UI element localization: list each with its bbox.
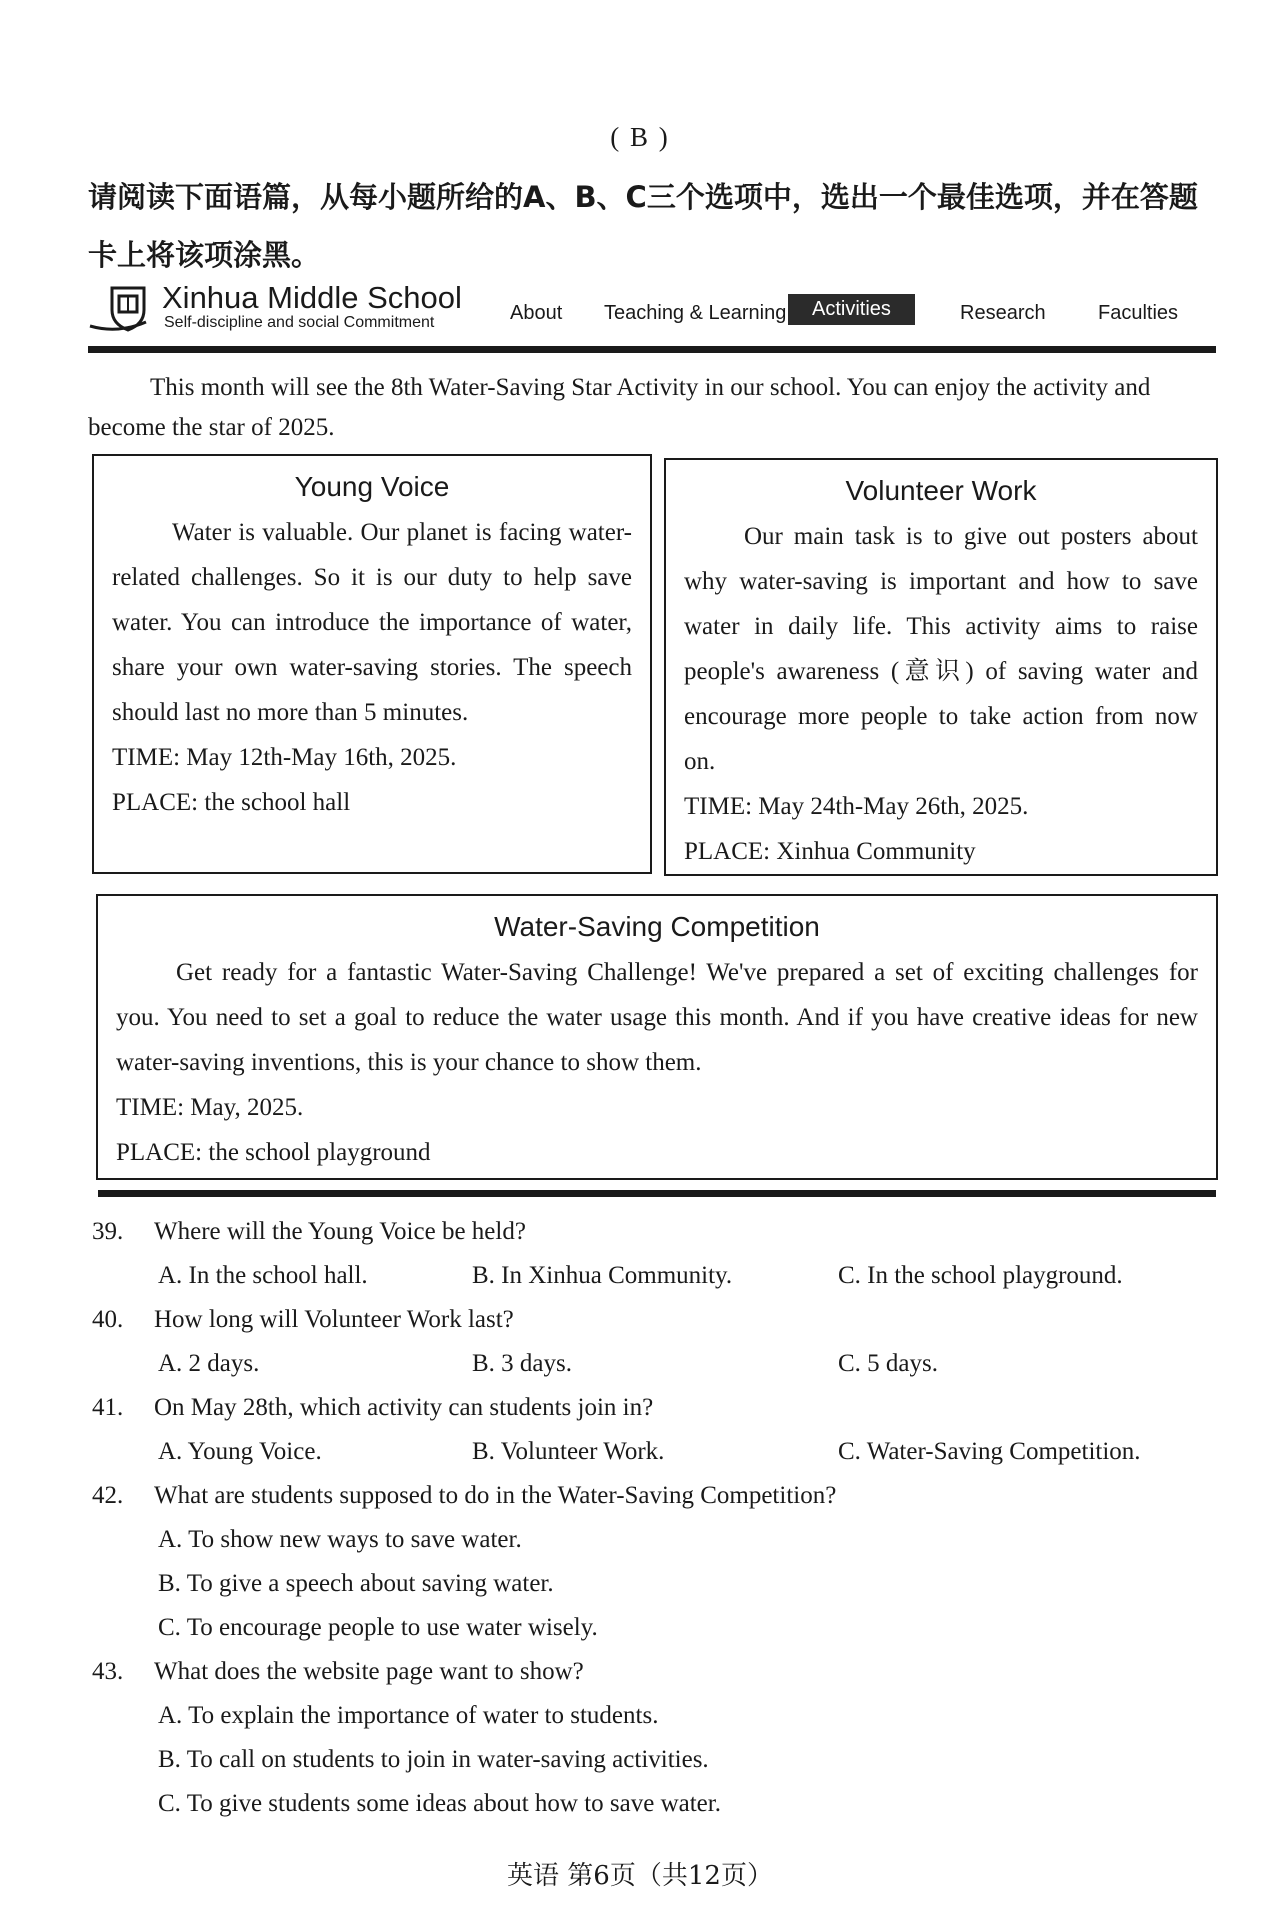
option-row-a (92, 1694, 1222, 1738)
question-39 (92, 1210, 1222, 1254)
option-row-a (92, 1518, 1222, 1562)
young-voice-place: PLACE: the school hall (112, 789, 351, 816)
option-b[interactable]: B. 3 days. (472, 1350, 572, 1377)
option-a[interactable]: A. In the school hall. (158, 1262, 368, 1289)
volunteer-work-body: Our main task is to give out posters about why water-saving is important and how to save water in daily life. This activity aims to raise people's awareness (意识) of saving water and encourage more people to take action from now on. (684, 523, 1198, 775)
option-c[interactable]: C. Water-Saving Competition. (838, 1438, 1141, 1465)
question-42 (92, 1474, 1222, 1518)
nav-about[interactable]: About (510, 302, 563, 324)
option-row-b (92, 1562, 1222, 1606)
option-row-b (92, 1738, 1222, 1782)
young-voice-title: Young Voice (294, 471, 450, 502)
option-a[interactable]: A. 2 days. (158, 1350, 260, 1377)
option-b[interactable]: B. In Xinhua Community. (472, 1262, 733, 1289)
option-a[interactable]: A. To explain the importance of water to students. (158, 1702, 659, 1729)
option-b[interactable]: B. Volunteer Work. (472, 1438, 665, 1465)
young-voice-time: TIME: May 12th-May 16th, 2025. (112, 744, 457, 771)
volunteer-work-title: Volunteer Work (845, 475, 1037, 506)
option-c[interactable]: C. 5 days. (838, 1350, 938, 1377)
question-number: 41. (92, 1394, 124, 1421)
school-motto: Self-discipline and social Commitment (164, 314, 435, 331)
question-number: 39. (92, 1218, 124, 1245)
option-b[interactable]: B. To give a speech about saving water. (158, 1570, 554, 1597)
young-voice-box (92, 454, 652, 874)
question-text: What are students supposed to do in the Water-Saving Competition? (154, 1482, 837, 1509)
option-c[interactable]: C. To encourage people to use water wisely. (158, 1614, 598, 1641)
option-b[interactable]: B. To call on students to join in water-saving activities. (158, 1746, 709, 1773)
page-divider (98, 1190, 1216, 1197)
question-text: What does the website page want to show? (154, 1658, 584, 1685)
nav-activities[interactable]: Activities (788, 294, 915, 325)
volunteer-work-time: TIME: May 24th-May 26th, 2025. (684, 793, 1029, 820)
question-40 (92, 1298, 1222, 1342)
question-text: Where will the Young Voice be held? (154, 1218, 526, 1245)
volunteer-work-box (664, 458, 1218, 876)
page-footer: 英语 第6页（共12页） (507, 1861, 773, 1891)
option-c[interactable]: C. In the school playground. (838, 1262, 1123, 1289)
option-c[interactable]: C. To give students some ideas about how to save water. (158, 1790, 721, 1817)
question-43 (92, 1650, 1222, 1694)
competition-title: Water-Saving Competition (494, 911, 820, 942)
instructions: 请阅读下面语篇，从每小题所给的A、B、C三个选项中，选出一个最佳选项，并在答题卡上将该项涂黑。 (88, 180, 1198, 272)
school-name: Xinhua Middle School (162, 280, 462, 315)
option-a[interactable]: A. Young Voice. (158, 1438, 322, 1465)
competition-time: TIME: May, 2025. (116, 1094, 304, 1121)
section-label: ( B ) (610, 122, 670, 152)
header-divider (88, 346, 1216, 353)
logo-swoosh-icon (88, 318, 148, 332)
question-41 (92, 1386, 1222, 1430)
site-header (88, 280, 1220, 344)
question-number: 40. (92, 1306, 124, 1333)
competition-body: Get ready for a fantastic Water-Saving Challenge! We've prepared a set of exciting challenges for you. You need to set a goal to reduce the water usage this month. And if you have creative ideas for new water-saving inventions, this is your chance to show them. (116, 959, 1198, 1076)
nav-research[interactable]: Research (960, 302, 1046, 324)
option-row-c (92, 1782, 1222, 1826)
competition-place: PLACE: the school playground (116, 1139, 431, 1166)
intro-paragraph: This month will see the 8th Water-Saving Star Activity in our school. You can enjoy the activity and become the star of 2025. (88, 374, 1151, 441)
option-row-c (92, 1606, 1222, 1650)
young-voice-body: Water is valuable. Our planet is facing water-related challenges. So it is our duty to help save water. You can introduce the importance of water, share your own water-saving stories. The speech should last no more than 5 minutes. (112, 519, 632, 726)
question-text: How long will Volunteer Work last? (154, 1306, 514, 1333)
volunteer-work-place: PLACE: Xinhua Community (684, 838, 976, 865)
question-number: 42. (92, 1482, 124, 1509)
nav-teaching-learning[interactable]: Teaching & Learning (604, 302, 787, 324)
questions-section (92, 1210, 1222, 1826)
options-40 (92, 1342, 1222, 1386)
options-41 (92, 1430, 1222, 1474)
question-text: On May 28th, which activity can students join in? (154, 1394, 654, 1421)
question-number: 43. (92, 1658, 124, 1685)
options-39 (92, 1254, 1222, 1298)
competition-box (96, 894, 1218, 1180)
option-a[interactable]: A. To show new ways to save water. (158, 1526, 522, 1553)
nav-faculties[interactable]: Faculties (1098, 302, 1179, 324)
